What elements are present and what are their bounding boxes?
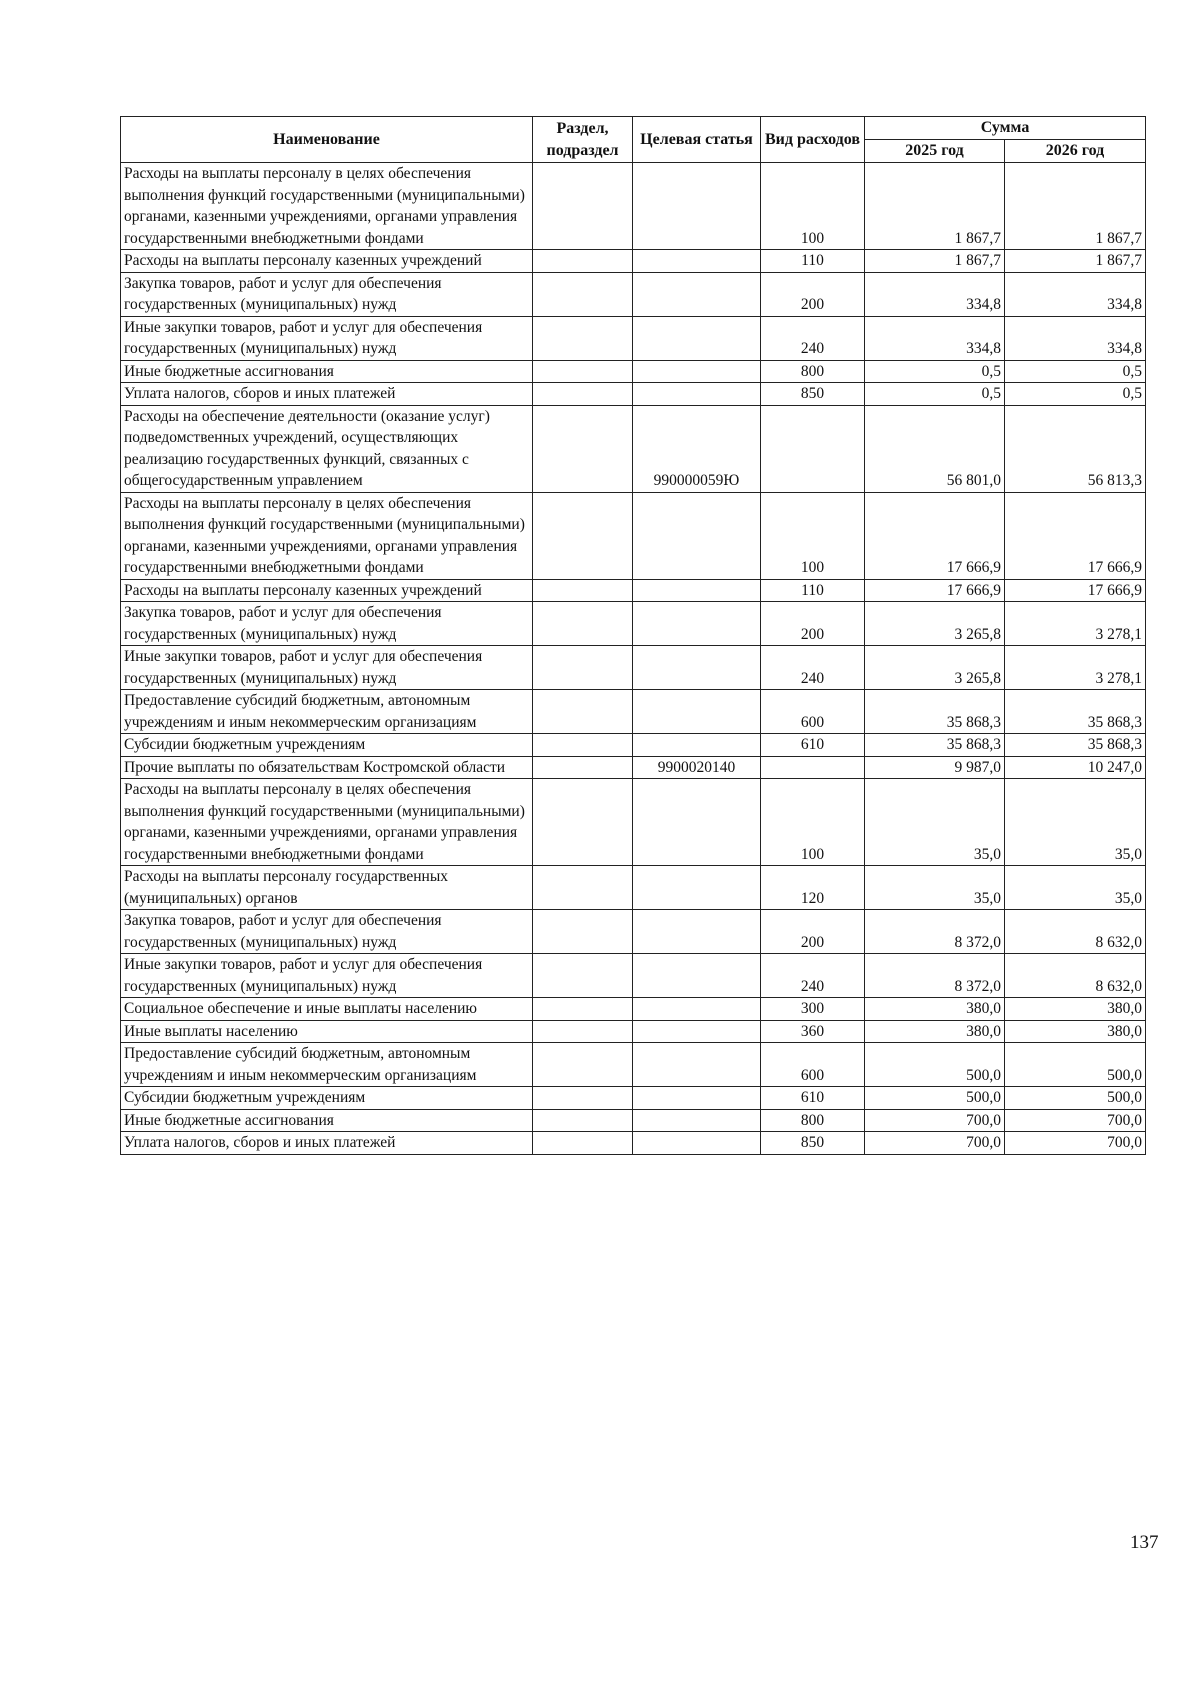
table-row <box>121 383 1146 406</box>
cell-razdel <box>533 734 633 757</box>
cell-target-article <box>633 954 761 998</box>
cell-expense-type: 850 <box>761 1132 865 1155</box>
cell-razdel <box>533 579 633 602</box>
header-target: Целевая статья <box>633 117 761 163</box>
cell-razdel <box>533 954 633 998</box>
cell-sum-2025: 334,8 <box>865 316 1005 360</box>
cell-target-article <box>633 690 761 734</box>
table-row <box>121 360 1146 383</box>
header-2025: 2025 год <box>865 140 1005 163</box>
cell-sum-2025: 35 868,3 <box>865 690 1005 734</box>
cell-name: Закупка товаров, работ и услуг для обеспечения государственных (муниципальных) нужд <box>121 910 533 954</box>
header-razdel: Раздел, подраздел <box>533 117 633 163</box>
header-name: Наименование <box>121 117 533 163</box>
table-row <box>121 779 1146 866</box>
cell-sum-2026: 3 278,1 <box>1005 602 1146 646</box>
cell-name: Субсидии бюджетным учреждениям <box>121 734 533 757</box>
cell-name: Иные закупки товаров, работ и услуг для обеспечения государственных (муниципальных) нужд <box>121 646 533 690</box>
cell-expense-type: 800 <box>761 360 865 383</box>
table-row <box>121 998 1146 1021</box>
cell-razdel <box>533 1109 633 1132</box>
cell-target-article <box>633 779 761 866</box>
cell-razdel <box>533 756 633 779</box>
table-row <box>121 1043 1146 1087</box>
cell-name: Расходы на обеспечение деятельности (оказание услуг) подведомственных учреждений, осуществляющих реализацию государственных функций, связанных с общегосударственным управлением <box>121 405 533 492</box>
table-row <box>121 734 1146 757</box>
cell-sum-2025: 0,5 <box>865 383 1005 406</box>
cell-name: Расходы на выплаты персоналу в целях обеспечения выполнения функций государственными (муниципальными) органами, казенными учреждениями, органами управления государственными внебюджетными фондами <box>121 163 533 250</box>
cell-sum-2026: 1 867,7 <box>1005 250 1146 273</box>
table-row <box>121 756 1146 779</box>
cell-razdel <box>533 383 633 406</box>
cell-razdel <box>533 910 633 954</box>
table-row <box>121 866 1146 910</box>
cell-razdel <box>533 690 633 734</box>
table-header <box>121 117 1146 163</box>
cell-expense-type: 240 <box>761 954 865 998</box>
cell-name: Предоставление субсидий бюджетным, автономным учреждениям и иным некоммерческим организациям <box>121 1043 533 1087</box>
cell-target-article <box>633 1109 761 1132</box>
cell-sum-2026: 700,0 <box>1005 1109 1146 1132</box>
cell-name: Иные закупки товаров, работ и услуг для обеспечения государственных (муниципальных) нужд <box>121 954 533 998</box>
cell-target-article <box>633 602 761 646</box>
table-row <box>121 405 1146 492</box>
cell-target-article <box>633 1132 761 1155</box>
cell-target-article <box>633 360 761 383</box>
table-row <box>121 250 1146 273</box>
cell-target-article <box>633 646 761 690</box>
cell-razdel <box>533 492 633 579</box>
cell-sum-2025: 3 265,8 <box>865 602 1005 646</box>
cell-expense-type: 100 <box>761 492 865 579</box>
table-row <box>121 272 1146 316</box>
cell-sum-2025: 380,0 <box>865 998 1005 1021</box>
table-row <box>121 910 1146 954</box>
table-row <box>121 579 1146 602</box>
cell-sum-2025: 17 666,9 <box>865 492 1005 579</box>
cell-expense-type: 200 <box>761 910 865 954</box>
cell-name: Уплата налогов, сборов и иных платежей <box>121 383 533 406</box>
cell-sum-2026: 380,0 <box>1005 998 1146 1021</box>
cell-expense-type: 610 <box>761 734 865 757</box>
cell-target-article <box>633 734 761 757</box>
cell-expense-type: 600 <box>761 1043 865 1087</box>
cell-sum-2025: 56 801,0 <box>865 405 1005 492</box>
cell-sum-2026: 8 632,0 <box>1005 910 1146 954</box>
cell-sum-2026: 500,0 <box>1005 1043 1146 1087</box>
table-row <box>121 316 1146 360</box>
cell-name: Закупка товаров, работ и услуг для обеспечения государственных (муниципальных) нужд <box>121 272 533 316</box>
cell-name: Расходы на выплаты персоналу казенных учреждений <box>121 250 533 273</box>
cell-expense-type: 200 <box>761 602 865 646</box>
table-row <box>121 1020 1146 1043</box>
cell-target-article <box>633 383 761 406</box>
cell-expense-type: 300 <box>761 998 865 1021</box>
cell-target-article <box>633 250 761 273</box>
cell-expense-type: 240 <box>761 316 865 360</box>
cell-razdel <box>533 163 633 250</box>
cell-sum-2026: 35,0 <box>1005 779 1146 866</box>
table-row <box>121 163 1146 250</box>
cell-expense-type: 110 <box>761 250 865 273</box>
table-row <box>121 492 1146 579</box>
cell-sum-2026: 500,0 <box>1005 1087 1146 1110</box>
table-row <box>121 690 1146 734</box>
cell-name: Социальное обеспечение и иные выплаты населению <box>121 998 533 1021</box>
cell-sum-2026: 380,0 <box>1005 1020 1146 1043</box>
cell-target-article: 9900020140 <box>633 756 761 779</box>
cell-target-article: 990000059Ю <box>633 405 761 492</box>
cell-target-article <box>633 316 761 360</box>
cell-expense-type <box>761 405 865 492</box>
cell-razdel <box>533 646 633 690</box>
budget-table <box>120 116 1146 1155</box>
cell-razdel <box>533 1087 633 1110</box>
header-vid: Вид расходов <box>761 117 865 163</box>
cell-razdel <box>533 405 633 492</box>
cell-sum-2026: 8 632,0 <box>1005 954 1146 998</box>
cell-sum-2025: 700,0 <box>865 1132 1005 1155</box>
cell-sum-2026: 17 666,9 <box>1005 492 1146 579</box>
cell-sum-2025: 1 867,7 <box>865 163 1005 250</box>
cell-sum-2025: 35,0 <box>865 779 1005 866</box>
cell-sum-2026: 1 867,7 <box>1005 163 1146 250</box>
cell-target-article <box>633 1087 761 1110</box>
cell-sum-2026: 56 813,3 <box>1005 405 1146 492</box>
cell-razdel <box>533 602 633 646</box>
cell-razdel <box>533 1132 633 1155</box>
cell-razdel <box>533 250 633 273</box>
cell-sum-2025: 3 265,8 <box>865 646 1005 690</box>
cell-sum-2026: 10 247,0 <box>1005 756 1146 779</box>
table-row <box>121 1132 1146 1155</box>
cell-sum-2025: 35 868,3 <box>865 734 1005 757</box>
cell-target-article <box>633 1020 761 1043</box>
header-2026: 2026 год <box>1005 140 1146 163</box>
cell-expense-type: 110 <box>761 579 865 602</box>
cell-name: Иные бюджетные ассигнования <box>121 360 533 383</box>
table-row <box>121 954 1146 998</box>
cell-expense-type <box>761 756 865 779</box>
cell-expense-type: 100 <box>761 779 865 866</box>
cell-razdel <box>533 1020 633 1043</box>
cell-sum-2026: 334,8 <box>1005 316 1146 360</box>
cell-sum-2025: 500,0 <box>865 1087 1005 1110</box>
cell-target-article <box>633 910 761 954</box>
page-number: 137 <box>1130 1532 1159 1553</box>
cell-expense-type: 200 <box>761 272 865 316</box>
cell-name: Закупка товаров, работ и услуг для обеспечения государственных (муниципальных) нужд <box>121 602 533 646</box>
cell-sum-2025: 17 666,9 <box>865 579 1005 602</box>
cell-name: Расходы на выплаты персоналу государственных (муниципальных) органов <box>121 866 533 910</box>
table-row <box>121 646 1146 690</box>
cell-sum-2025: 380,0 <box>865 1020 1005 1043</box>
cell-razdel <box>533 998 633 1021</box>
header-sum: Сумма <box>865 117 1146 140</box>
table-body <box>121 163 1146 1155</box>
cell-sum-2025: 700,0 <box>865 1109 1005 1132</box>
cell-target-article <box>633 1043 761 1087</box>
cell-sum-2026: 334,8 <box>1005 272 1146 316</box>
cell-target-article <box>633 272 761 316</box>
cell-expense-type: 120 <box>761 866 865 910</box>
cell-razdel <box>533 272 633 316</box>
cell-sum-2026: 0,5 <box>1005 360 1146 383</box>
cell-razdel <box>533 360 633 383</box>
cell-sum-2025: 8 372,0 <box>865 910 1005 954</box>
cell-sum-2025: 35,0 <box>865 866 1005 910</box>
table-row <box>121 602 1146 646</box>
cell-name: Иные бюджетные ассигнования <box>121 1109 533 1132</box>
cell-sum-2025: 0,5 <box>865 360 1005 383</box>
cell-sum-2025: 334,8 <box>865 272 1005 316</box>
cell-sum-2025: 8 372,0 <box>865 954 1005 998</box>
cell-sum-2026: 700,0 <box>1005 1132 1146 1155</box>
cell-sum-2026: 0,5 <box>1005 383 1146 406</box>
cell-expense-type: 600 <box>761 690 865 734</box>
cell-expense-type: 100 <box>761 163 865 250</box>
cell-expense-type: 240 <box>761 646 865 690</box>
cell-razdel <box>533 779 633 866</box>
table-row <box>121 1109 1146 1132</box>
cell-name: Расходы на выплаты персоналу казенных учреждений <box>121 579 533 602</box>
cell-sum-2026: 35 868,3 <box>1005 734 1146 757</box>
cell-sum-2025: 9 987,0 <box>865 756 1005 779</box>
cell-target-article <box>633 998 761 1021</box>
cell-sum-2026: 35 868,3 <box>1005 690 1146 734</box>
cell-sum-2026: 3 278,1 <box>1005 646 1146 690</box>
table-row <box>121 1087 1146 1110</box>
cell-razdel <box>533 866 633 910</box>
cell-sum-2026: 35,0 <box>1005 866 1146 910</box>
cell-name: Субсидии бюджетным учреждениям <box>121 1087 533 1110</box>
cell-expense-type: 360 <box>761 1020 865 1043</box>
cell-name: Уплата налогов, сборов и иных платежей <box>121 1132 533 1155</box>
cell-razdel <box>533 1043 633 1087</box>
cell-name: Расходы на выплаты персоналу в целях обеспечения выполнения функций государственными (муниципальными) органами, казенными учреждениями, органами управления государственными внебюджетными фондами <box>121 492 533 579</box>
cell-sum-2026: 17 666,9 <box>1005 579 1146 602</box>
cell-target-article <box>633 163 761 250</box>
cell-target-article <box>633 579 761 602</box>
cell-name: Иные закупки товаров, работ и услуг для обеспечения государственных (муниципальных) нужд <box>121 316 533 360</box>
cell-sum-2025: 1 867,7 <box>865 250 1005 273</box>
cell-expense-type: 800 <box>761 1109 865 1132</box>
cell-expense-type: 850 <box>761 383 865 406</box>
cell-name: Расходы на выплаты персоналу в целях обеспечения выполнения функций государственными (муниципальными) органами, казенными учреждениями, органами управления государственными внебюджетными фондами <box>121 779 533 866</box>
cell-target-article <box>633 492 761 579</box>
cell-sum-2025: 500,0 <box>865 1043 1005 1087</box>
cell-name: Иные выплаты населению <box>121 1020 533 1043</box>
cell-name: Прочие выплаты по обязательствам Костромской области <box>121 756 533 779</box>
cell-target-article <box>633 866 761 910</box>
cell-expense-type: 610 <box>761 1087 865 1110</box>
cell-name: Предоставление субсидий бюджетным, автономным учреждениям и иным некоммерческим организациям <box>121 690 533 734</box>
cell-razdel <box>533 316 633 360</box>
